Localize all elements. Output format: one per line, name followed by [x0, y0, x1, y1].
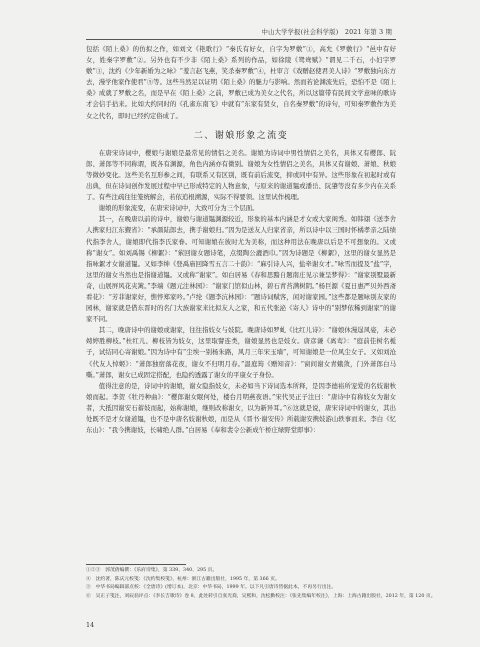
running-header: 中山大学学报(社会科学版) 2021 年第 3 期 [261, 29, 392, 36]
paragraph: 其二，晚唐诗中的谢娘或谢家，往往指妓女与妓院。晚唐诗如罗虬《比红儿诗》：“谢娘休漫逞风姿，未必娉婷胜柳枝。”杜红儿、柳枝皆为妓女，这里取譬连类，谢娘显然也是妓女。唐彦谦《离鸾》：“庭前佳树名栀子，试结同心寄谢娘。”因为诗中有“尘埃一别杨朱路，风月三年宋玉墙”，可知谢娘是一位风尘女子。又如刘沧《代友人悼姬》：“萧郎独宿落花夜，谢女不归明月春。”温庭筠《赠知音》：“窗间谢女青蛾敛，门外萧郎白马嘶。”萧郎，谢女已成固定搭配，也隐约透露了谢女的平康女子身份。 [86, 326, 396, 379]
footnote: ①②③ 郭茂倩编撰：《乐府诗集》，第 339、340、295 页。 [86, 568, 218, 573]
section-heading: 二、谢娘形象之流变 [193, 130, 289, 141]
page-number: 14 [86, 621, 95, 629]
article-body [86, 44, 396, 436]
paragraph: 包括《陌上桑》的仿拟之作，如刘文《艳歌行》“秦氏有好女，自字为罗敷”①，高允《罗敷行》“邑中有好女，姓秦字罗敷”②。另外也有不少非《陌上桑》系列的作品，如徐陵《鸳鸯赋》“谓见二千石，小妇字罗敷”③，沈约《少年新婚为之咏》“羞言赵飞燕，笑杀秦罗敷”④，杜审言《戏赠赵使君美人诗》“罗敷独向东方去，漫学他家作使君”⑤等。这些当然足以证明《陌上桑》的魅力与影响。然而若论渊流先后，恐怕不是《陌上桑》成就了罗敷之名，而是早在《陌上桑》之前，罗敷已成为美女之代名，所以这篇带有民间文学意味的歌诗才会信手拈来。比如大约同时的《孔雀东南飞》中就有“东家有贤女，自名秦罗敷”的诗句，可知秦罗敷作为美女之代名，即时已经约定俗成了。 [86, 45, 397, 120]
header-divider [86, 39, 396, 40]
footnotes [86, 567, 436, 601]
footnote: ⑥ 吴正子笺注，刘辰翁评点：《李长吉歌诗》卷 8，此处转引自张光裔，吴熙和，沈松勤校注：《张先集编年校注》，上海：上海古籍出版社，2012 年，第 120 页。 [86, 593, 436, 599]
paragraph: 在唐宋诗词中，樱娘与谢娘是最常见的情侣之美名。谢娘为诗词中男性情侣之美名，具体又有樱郎、阮郎、萧郎等不同称谓，既各有渊源，角色内涵亦有微别。谢娘为女性情侣之美名，具体又有谢娘、萧娘、秋娘等微妙变化。这些美名互形参之间，有联系又有区别，既有前后流变，抑或同中有异。这些形象在初起时或有出典，但在诗词创作发展过程中早已形成特定的人物意象，与原来的谢道韫或潘岳、阮肇等没有多少内在关系了。有些注疏往往笼统解会，若依追根溯源，实际不得要领。这里试作梳理。 [86, 148, 396, 202]
paragraph: 其一，在晚唐以前的诗中，谢娘与谢道韫渊源较近，形象的基本内涵是才女或大家闺秀。如韩翃《送李舍人携家归江东觐省》：“承颜陆郎去，携手谢娘归。”因为是送友人归家省亲，所以诗中以三国时怀橘孝亲之陆绩代指李舍人，谢娘即代指李氏家眷。可知谢娘在彼时尤为美称，而这种用法在晚唐以后是不可想象的。又或称“谢女”。如刘禹锡《柳絮》：“萦回谢女题诗笔，点缀陶公漉酒巾。”因为诗题是《柳絮》，这里的谢女显然是指咏絮才女谢道韫。又如李绅《登禹庙回降雪五言二十韵》：“麻引诗人兴，盐牵谢女才。”咏雪而提及“盐”字，这里的谢女当然也是指谢道韫。又或称“谢家”。如白居易《春和思黯自题南庄见示兼呈梦得》：“谢家别墅最新奇，山展屏风花夹篱。”李端《题元注林园》：“谢家门馆似山林，碧石青苔满树阴。”杨巨源《夏日惠严贝外西斋看花》：“芳菲谢家好，憔悴郑家吟。”卢纶《题李沆林园》：“题诗词赋客，闲对谢家园。”这些都是题咏别友家的园林，谢家就是借东晋时的名门大族谢家来比拟友人之家，和五代张泌《寄人》诗中的“别梦依稀到谢家”的谢家不同。 [86, 215, 396, 324]
paragraph: 谢娘的形象流变，在唐宋诗词中，大致可分为三个层面。 [98, 204, 259, 213]
footnote-divider [86, 564, 186, 565]
paragraph: 值得注意的是，诗词中的谢娘，谢女隐指妓女，未必如当下诗词选本所释，是因李德裕所宠爱的名妓谢秋娘而起。李贺《牡丹种曲》：“樱郎谢女眠何处，楼台月明燕夜语。”宋代吴正子注曰：“唐诗中有称妓女为谢女者，大抵因谢安石蓄妓而起，始称谢娘，继则改称谢女，以为新异耳。”⑥这就是说，唐宋诗词中的谢女，其出处既不是才女谢道韫，也不是中唐名妓谢秋娘，而是从《晋书·谢安传》所载谢安携妓游山轶事而来。李白《忆东山》：“我今携谢妓，长啸绝人群。”白居易《奉和裴令公新成午桥庄绿野堂即事》： [86, 381, 396, 435]
footnote: ⑤ 中华书局编辑部点校：《全唐诗》(增订本)，北京：中华书局，1999 年。以下凡引唐诗皆据此本，不再另行出注。 [86, 585, 337, 591]
footnote: ④ 沈约著，陈庆元校笺：《沈约集校笺》，杭州：浙江古籍出版社，1995 年，第 366 页。 [86, 576, 280, 582]
